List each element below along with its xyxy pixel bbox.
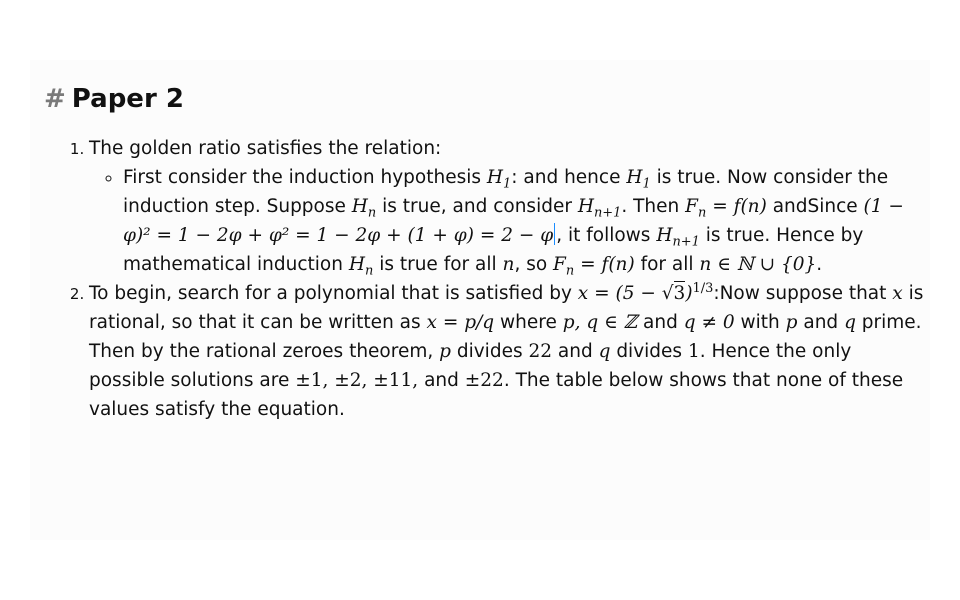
math-inline: p [439, 341, 451, 362]
text-run: is true. Hence by mathematical induction [123, 225, 864, 275]
math-inline: $x = (5 - √3)^{1/3}$ [577, 280, 714, 304]
math-inline: n [502, 254, 515, 275]
text-run: divides [610, 341, 688, 362]
math-inline: ±22 [464, 370, 504, 391]
text-run: . [816, 254, 823, 275]
text-run: is true for all [373, 254, 503, 275]
text-run: , it follows [556, 225, 657, 246]
markdown-editor[interactable] [44, 82, 924, 424]
math-inline: p [785, 312, 798, 333]
text-run: . Hence the only possible solutions are [89, 341, 852, 391]
text-run: and [418, 370, 465, 391]
text-run: with [734, 312, 786, 333]
list-item [89, 134, 924, 279]
text-run: and [637, 312, 684, 333]
list-item [89, 279, 924, 424]
text-run: for all [634, 254, 700, 275]
text-run: :Now suppose that [713, 283, 893, 304]
math-inline: $H_n$ [351, 196, 377, 221]
text-run: , so [514, 254, 554, 275]
math-inline: p, q ∈ ℤ [562, 312, 638, 333]
math-inline: q [844, 312, 856, 333]
math-inline: $H_n$ [348, 254, 374, 279]
math-inline: x [892, 283, 903, 304]
numbered-list [44, 134, 924, 424]
math-inline: $F_n = f(n)$ [553, 254, 635, 279]
text-run: where [494, 312, 563, 333]
text-run: is true. Now consider the induction step. Suppose [123, 167, 889, 217]
math-inline: (1 − φ)² = 1 − 2φ + φ² = 1 − 2φ + (1 + φ) = 2 − φ [123, 196, 904, 246]
math-inline: q [598, 341, 611, 362]
text-run: and [552, 341, 599, 362]
math-inline: n ∈ ℕ ∪ {0} [699, 254, 817, 275]
math-inline: x = p/q [426, 312, 495, 333]
text-run: is true, and consider [376, 196, 578, 217]
text-run: . The table below shows that none of these values satisfy the equation. [89, 370, 904, 420]
text-run: and [797, 312, 845, 333]
text-run: andSince [766, 196, 864, 217]
math-inline: $H_1$ [486, 167, 512, 192]
heading-text: Paper 2 [71, 84, 184, 114]
math-inline: $H_1$ [626, 167, 651, 192]
text-run: prime. Then by the rational zeroes theorem, [89, 312, 922, 362]
heading-marker: # [44, 84, 66, 114]
math-inline: 1 [687, 341, 700, 362]
math-inline: ±1, ±2, ±11, [295, 370, 419, 391]
text-run: First consider the induction hypothesis [123, 167, 487, 188]
text-run: . Then [621, 196, 686, 217]
text-run: is rational, so that it can be written as [89, 283, 924, 333]
math-inline: q ≠ 0 [683, 312, 735, 333]
list-item-text: The golden ratio satisfies the relation: [89, 138, 442, 159]
page-title [44, 82, 924, 116]
list-item [123, 163, 924, 279]
math-inline: $H_{n+1}$ [577, 196, 622, 221]
math-inline: 22 [528, 341, 553, 362]
text-run: divides [450, 341, 529, 362]
math-inline: $F_n = f(n)$ [685, 196, 767, 221]
text-run: To begin, search for a polynomial that is satisfied by [89, 283, 578, 304]
text-run: : and hence [511, 167, 627, 188]
bullet-list [89, 163, 924, 279]
math-inline: $H_{n+1}$ [656, 225, 700, 250]
document-page [30, 60, 930, 540]
